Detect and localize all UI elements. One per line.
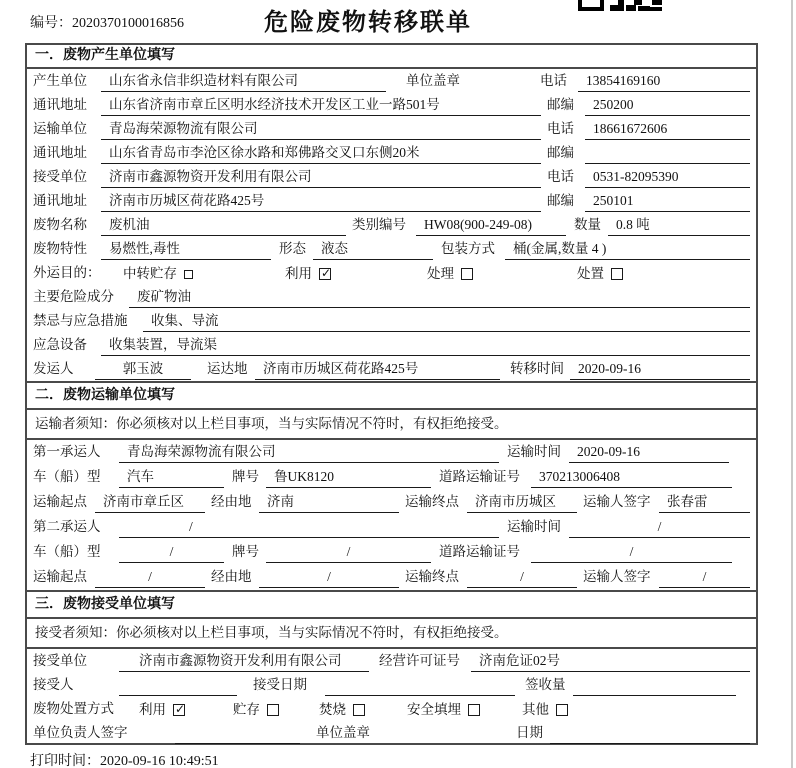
field-row-waste-character	[27, 237, 756, 261]
section2-notice: 运输者须知：你必须核对以上栏目事项，当与实际情况不符时，有权拒绝接受。	[27, 410, 756, 440]
field-label: 运输单位	[33, 121, 87, 136]
field-row-transporter	[27, 117, 756, 141]
field-value: 山东省永信非织造材料有限公司	[101, 70, 386, 92]
qr-code-partial-icon	[578, 0, 662, 11]
field-value: 济南市鑫源物资开发利用有限公司	[101, 166, 541, 188]
field-value	[325, 674, 515, 696]
section1-title: 一．废物产生单位填写	[27, 45, 756, 69]
field-row-carrier2	[27, 515, 756, 540]
field-value: 2020-09-16	[570, 358, 750, 380]
field-value: 0.8 吨	[608, 214, 750, 236]
seal-label: 单位盖章	[316, 725, 370, 740]
field-row-vehicle2	[27, 540, 756, 565]
field-label: 车（船）型	[33, 544, 101, 559]
field-value: /	[259, 566, 399, 588]
seal-label: 单位盖章	[406, 73, 460, 88]
field-label: 经由地	[211, 569, 252, 584]
field-value: 易燃性,毒性	[101, 238, 271, 260]
field-label: 通讯地址	[33, 145, 87, 160]
field-value: 370213006408	[531, 466, 732, 488]
field-row-consignor	[27, 357, 756, 381]
field-label: 产生单位	[33, 73, 87, 88]
disposal-option-store	[233, 697, 279, 721]
field-label: 电话	[547, 169, 574, 184]
field-value: 250101	[585, 190, 750, 212]
field-value: 废机油	[101, 214, 346, 236]
field-label: 禁忌与应急措施	[33, 313, 128, 328]
field-label: 形态	[279, 241, 306, 256]
manifest-form	[25, 43, 758, 745]
field-value: /	[95, 566, 205, 588]
field-value: 济南市章丘区	[95, 491, 205, 513]
field-value	[550, 722, 750, 744]
field-row-emergency-equipment	[27, 333, 756, 357]
field-label: 运输起点	[33, 569, 87, 584]
field-value: 18661672606	[585, 118, 750, 140]
option-label: 安全填埋	[407, 701, 461, 717]
checkbox-storage-icon	[184, 270, 193, 279]
field-label: 经营许可证号	[379, 653, 460, 668]
field-value: 收集装置，导流渠	[101, 334, 750, 356]
field-label: 日期	[516, 725, 543, 740]
field-row-transporter-address	[27, 141, 756, 165]
field-row-disposal-method	[27, 697, 756, 721]
checkbox-other-icon	[556, 704, 568, 716]
field-label: 发运人	[33, 361, 74, 376]
field-label: 牌号	[232, 544, 259, 559]
field-row-vehicle1	[27, 465, 756, 490]
field-label: 类别编号	[352, 217, 406, 232]
spacer	[460, 69, 540, 93]
disposal-option-other	[522, 697, 568, 721]
field-value	[573, 674, 736, 696]
field-value: 济南市历城区	[467, 491, 577, 513]
field-row-responsible-sign	[27, 721, 756, 745]
field-value: /	[659, 566, 750, 588]
spacer	[370, 721, 516, 745]
field-label: 运输时间	[507, 519, 561, 534]
field-label: 第二承运人	[33, 519, 101, 534]
field-value: 张春雷	[659, 491, 750, 513]
purpose-option-utilize	[285, 261, 331, 285]
field-label: 转移时间	[510, 361, 564, 376]
field-label: 道路运输证号	[439, 544, 520, 559]
field-label: 运输终点	[405, 569, 459, 584]
field-label: 接受日期	[253, 677, 307, 692]
field-label: 废物处置方式	[33, 701, 114, 716]
print-label: 打印时间：	[30, 754, 100, 768]
field-label: 接受人	[33, 677, 74, 692]
field-value: 济南	[259, 491, 399, 513]
field-value: /	[119, 541, 224, 563]
option-label: 利用	[285, 265, 312, 281]
field-row-waste-name	[27, 213, 756, 237]
field-row-accept-person	[27, 673, 756, 697]
section2-title: 二．废物运输单位填写	[27, 381, 756, 410]
field-value: 鲁UK8120	[266, 466, 431, 488]
field-value: 青岛海荣源物流有限公司	[119, 441, 499, 463]
purpose-option-treat	[427, 261, 473, 285]
print-timestamp	[30, 750, 219, 768]
field-value: 青岛海荣源物流有限公司	[101, 118, 541, 140]
disposal-option-incinerate	[319, 697, 365, 721]
field-value: 山东省济南市章丘区明水经济技术开发区工业一路501号	[101, 94, 541, 116]
field-label: 车（船）型	[33, 469, 101, 484]
checkbox-dispose-icon	[611, 268, 623, 280]
serial-label: 编号：	[30, 16, 72, 31]
field-value: 济南市历城区荷花路425号	[255, 358, 500, 380]
field-value: 济南市历城区荷花路425号	[101, 190, 541, 212]
checkbox-store-icon	[267, 704, 279, 716]
field-label: 通讯地址	[33, 97, 87, 112]
field-value: 山东省青岛市李沧区徐水路和郑佛路交叉口东侧20米	[101, 142, 541, 164]
field-row-receiver-address	[27, 189, 756, 213]
field-label: 电话	[547, 121, 574, 136]
option-label: 焚烧	[319, 701, 346, 717]
field-label: 运输时间	[507, 444, 561, 459]
option-label: 其他	[522, 701, 549, 717]
checkbox-incinerate-icon	[353, 704, 365, 716]
field-row-carrier1	[27, 440, 756, 465]
disposal-option-landfill	[407, 697, 480, 721]
section3-title: 三．废物接受单位填写	[27, 590, 756, 619]
field-label: 单位负责人签字	[33, 725, 128, 740]
field-value: 桶(金属,数量 4 )	[505, 238, 750, 260]
disposal-option-utilize	[139, 697, 185, 721]
field-label: 邮编	[547, 97, 574, 112]
field-value: 250200	[585, 94, 750, 116]
field-label: 数量	[574, 217, 601, 232]
field-value	[175, 722, 300, 744]
field-value	[119, 674, 237, 696]
option-label: 中转贮存	[123, 265, 177, 281]
field-value: /	[531, 541, 732, 563]
field-label: 应急设备	[33, 337, 87, 352]
option-label: 处置	[577, 265, 604, 281]
field-row-route2	[27, 565, 756, 590]
field-label: 接受单位	[33, 653, 87, 668]
field-row-producer	[27, 69, 756, 93]
field-label: 运输人签字	[583, 569, 651, 584]
field-label: 签收量	[525, 677, 566, 692]
field-row-transfer-purpose	[27, 261, 756, 285]
field-value	[585, 142, 750, 164]
option-label: 处理	[427, 265, 454, 281]
field-value: 13854169160	[578, 70, 750, 92]
field-label: 外运目的：	[33, 265, 101, 280]
purpose-option-storage	[123, 261, 193, 285]
document-header	[0, 0, 796, 43]
field-label: 道路运输证号	[439, 469, 520, 484]
field-value: 济南危证02号	[471, 650, 750, 672]
field-value: 0531-82095390	[585, 166, 750, 188]
checkbox-treat-icon	[461, 268, 473, 280]
field-label: 运输终点	[405, 494, 459, 509]
section3-notice: 接受者须知：你必须核对以上栏目事项，当与实际情况不符时，有权拒绝接受。	[27, 619, 756, 649]
field-value: 汽车	[119, 466, 224, 488]
field-row-emergency-measures	[27, 309, 756, 333]
field-value: 收集、导流	[143, 310, 750, 332]
checkbox-utilize-icon	[319, 268, 331, 280]
field-label: 运输人签字	[583, 494, 651, 509]
option-label: 贮存	[233, 701, 260, 717]
field-label: 运输起点	[33, 494, 87, 509]
field-label: 废物特性	[33, 241, 87, 256]
field-label: 牌号	[232, 469, 259, 484]
field-value: /	[467, 566, 577, 588]
field-label: 废物名称	[33, 217, 87, 232]
field-value: /	[569, 516, 750, 538]
field-row-accept-unit	[27, 649, 756, 673]
field-label: 运达地	[207, 361, 248, 376]
field-row-route1	[27, 490, 756, 515]
field-row-producer-address	[27, 93, 756, 117]
field-label: 邮编	[547, 193, 574, 208]
option-label: 利用	[139, 701, 166, 717]
serial-value: 2020370100016856	[72, 16, 184, 31]
page-title: 危险废物转移联单	[264, 10, 472, 36]
print-value: 2020-09-16 10:49:51	[100, 754, 219, 768]
field-label: 电话	[540, 73, 567, 88]
field-value: HW08(900-249-08)	[416, 214, 566, 236]
field-label: 第一承运人	[33, 444, 101, 459]
field-value: 2020-09-16	[569, 441, 729, 463]
field-row-hazard-component	[27, 285, 756, 309]
field-label: 通讯地址	[33, 193, 87, 208]
field-label: 包装方式	[441, 241, 495, 256]
field-value: 郭玉波	[95, 358, 191, 380]
field-label: 经由地	[211, 494, 252, 509]
field-value: 液态	[313, 238, 433, 260]
checkbox-utilize2-icon	[173, 704, 185, 716]
field-value: 废矿物油	[129, 286, 750, 308]
field-value: /	[119, 516, 499, 538]
field-value: /	[266, 541, 431, 563]
field-row-receiver	[27, 165, 756, 189]
page-edge-line	[791, 0, 793, 768]
field-label: 接受单位	[33, 169, 87, 184]
field-value: 济南市鑫源物资开发利用有限公司	[119, 650, 369, 672]
field-label: 邮编	[547, 145, 574, 160]
purpose-option-dispose	[577, 261, 623, 285]
field-label: 主要危险成分	[33, 289, 114, 304]
checkbox-landfill-icon	[468, 704, 480, 716]
